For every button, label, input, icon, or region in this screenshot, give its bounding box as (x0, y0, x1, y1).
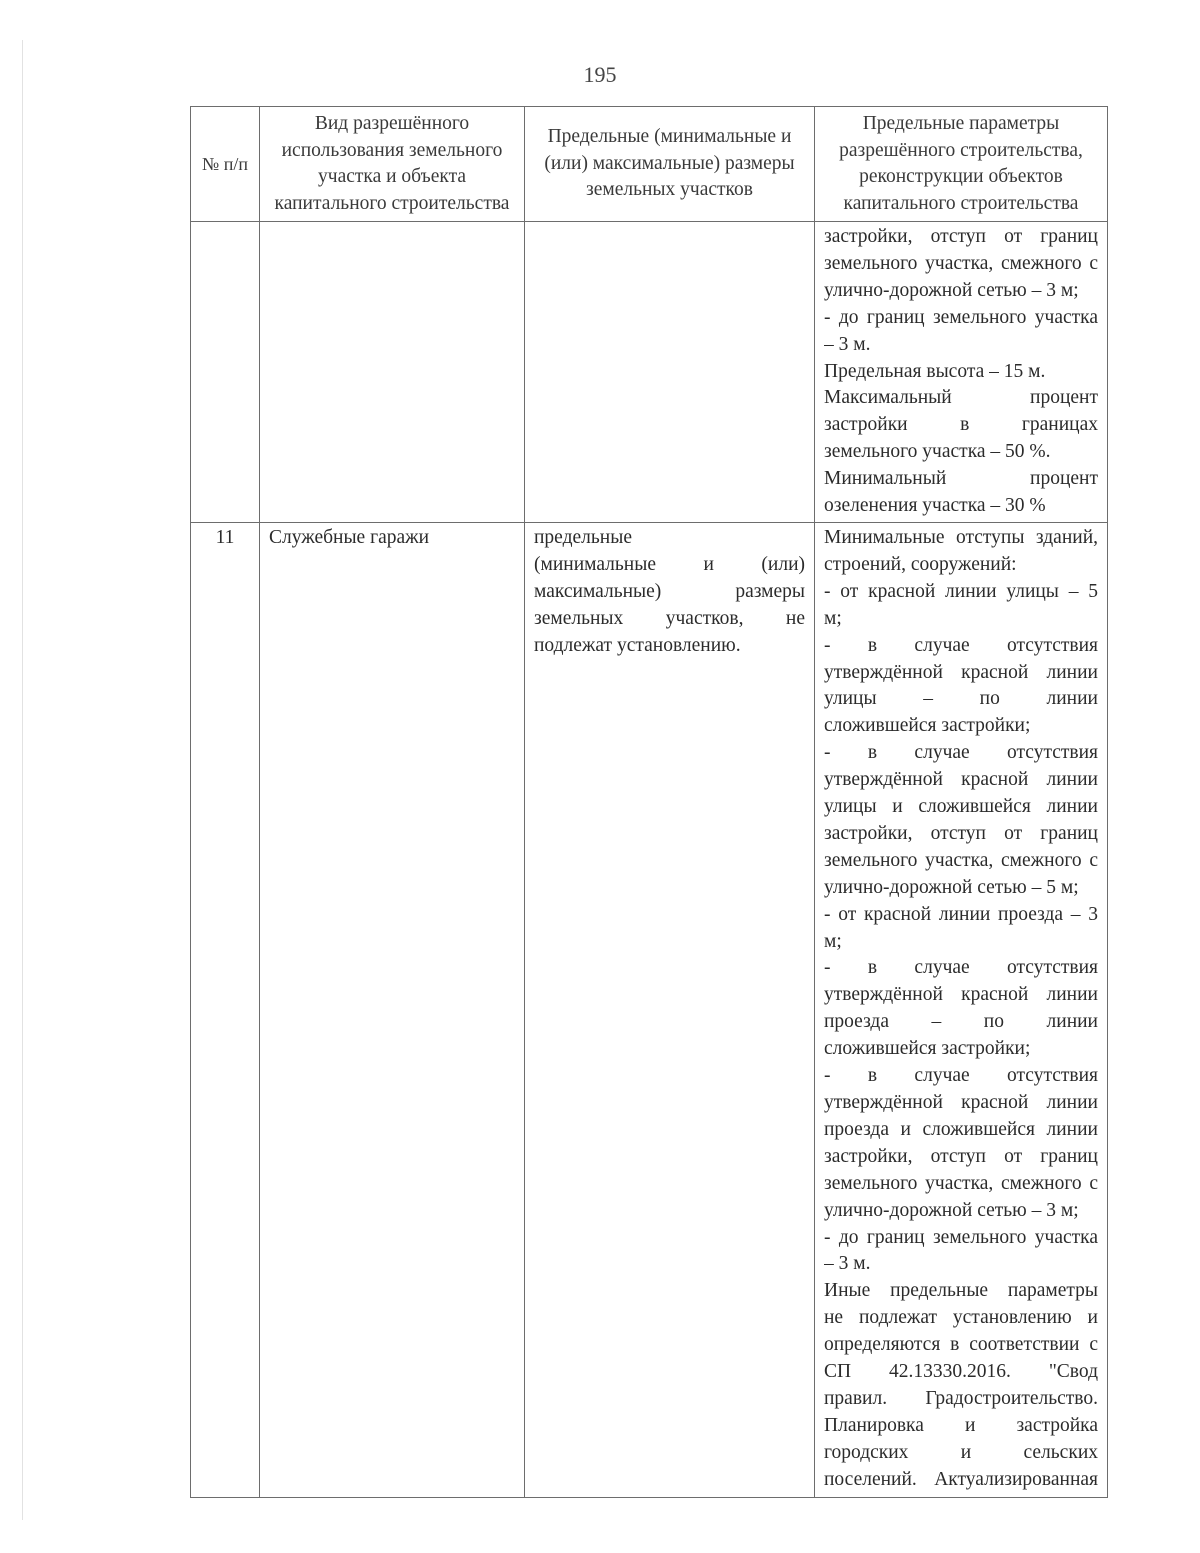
text-line: земельного участка, смежного с (824, 849, 1098, 871)
text-line: сложившейся застройки; (824, 1038, 1031, 1060)
text-line: земельных участков, не (534, 607, 805, 629)
text-line: земельного участка, смежного с (824, 252, 1098, 274)
text-line: Минимальный процент (824, 468, 1098, 490)
plot-size-cell (525, 222, 815, 523)
text-line: улицы и сложившейся линии (824, 796, 1098, 818)
text-line: городских и сельских (824, 1441, 1098, 1463)
text-line: улично-дорожной сетью – 3 м; (824, 1199, 1079, 1221)
header-plot-size: Предельные (минимальные и (или) максимальные) размеры земельных участков (525, 107, 815, 222)
text-line: утверждённой красной линии (824, 1092, 1098, 1113)
text-line: утверждённой красной линии (824, 769, 1098, 791)
text-line: поселений. Актуализированная (824, 1468, 1098, 1490)
text-line: Максимальный процент (824, 387, 1098, 409)
text-line: Минимальные отступы зданий, (824, 526, 1098, 548)
text-line: – 3 м. (824, 333, 871, 355)
table-row (191, 522, 1108, 1497)
plot-size-text (534, 525, 805, 660)
text-line: – 3 м. (824, 1253, 871, 1275)
table-header-row (191, 107, 1108, 222)
text-line: - от красной линии улицы – 5 (824, 580, 1098, 602)
text-line: - в случае отсутствия (824, 634, 1098, 656)
text-line: (минимальные и (или) (534, 553, 805, 575)
scan-edge (22, 40, 23, 1520)
text-line: - в случае отсутствия (824, 957, 1098, 979)
text-line: проезда – по линии (824, 1011, 1098, 1033)
row-number-cell: 11 (191, 522, 260, 1497)
text-line: Предельная высота – 15 м. (824, 360, 1046, 382)
params-cell (815, 522, 1108, 1497)
text-line: м; (824, 607, 842, 629)
permitted-use-cell: Служебные гаражи (260, 522, 525, 1497)
text-line: - до границ земельного участка (824, 1226, 1098, 1248)
text-line: улично-дорожной сетью – 5 м; (824, 876, 1079, 898)
text-line: предельные (534, 526, 632, 548)
header-permitted-use: Вид разрешённого использования земельного участка и объекта капитального строительства (260, 107, 525, 222)
text-line: строений, сооружений: (824, 553, 1017, 575)
text-line: - в случае отсутствия (824, 742, 1098, 764)
params-text (824, 224, 1098, 520)
text-line: м; (824, 930, 842, 952)
text-line: озеленения участка – 30 % (824, 495, 1046, 517)
text-line: утверждённой красной линии (824, 984, 1098, 1006)
plot-size-cell (525, 522, 815, 1497)
text-line: подлежат установлению. (534, 634, 741, 656)
text-line: утверждённой красной линии (824, 661, 1098, 683)
text-line: улично-дорожной сетью – 3 м; (824, 279, 1079, 301)
text-line: СП 42.13330.2016. "Свод (824, 1361, 1098, 1383)
header-construction-params: Предельные параметры разрешённого строительства, реконструкции объектов капитального строительства (815, 107, 1108, 222)
params-cell (815, 222, 1108, 523)
table-row (191, 222, 1108, 523)
text-line: Планировка и застройка (824, 1414, 1098, 1436)
text-line: не подлежат установлению и (824, 1307, 1098, 1329)
text-line: земельного участка, смежного с (824, 1172, 1098, 1194)
text-line: проезда и сложившейся линии (824, 1118, 1098, 1140)
text-line: определяются в соответствии с (824, 1334, 1098, 1356)
text-line: улицы – по линии (824, 688, 1098, 710)
regulations-table (190, 106, 1108, 1498)
header-number: № п/п (191, 107, 260, 222)
text-line: земельного участка – 50 %. (824, 441, 1051, 463)
text-line: максимальные) размеры (534, 580, 805, 602)
page-number: 195 (583, 62, 617, 87)
text-line: Иные предельные параметры (824, 1280, 1098, 1302)
text-line: сложившейся застройки; (824, 715, 1031, 737)
permitted-use-cell (260, 222, 525, 523)
params-text (824, 525, 1098, 1494)
text-line: - от красной линии проезда – 3 (824, 903, 1098, 925)
text-line: застройки, отступ от границ (824, 226, 1098, 247)
text-line: - в случае отсутствия (824, 1065, 1098, 1087)
text-line: застройки, отступ от границ (824, 1145, 1098, 1167)
row-number-cell (191, 222, 260, 523)
text-line: правил. Градостроительство. (824, 1387, 1098, 1409)
text-line: застройки в границах (824, 414, 1098, 436)
text-line: - до границ земельного участка (824, 306, 1098, 328)
text-line: застройки, отступ от границ (824, 822, 1098, 844)
